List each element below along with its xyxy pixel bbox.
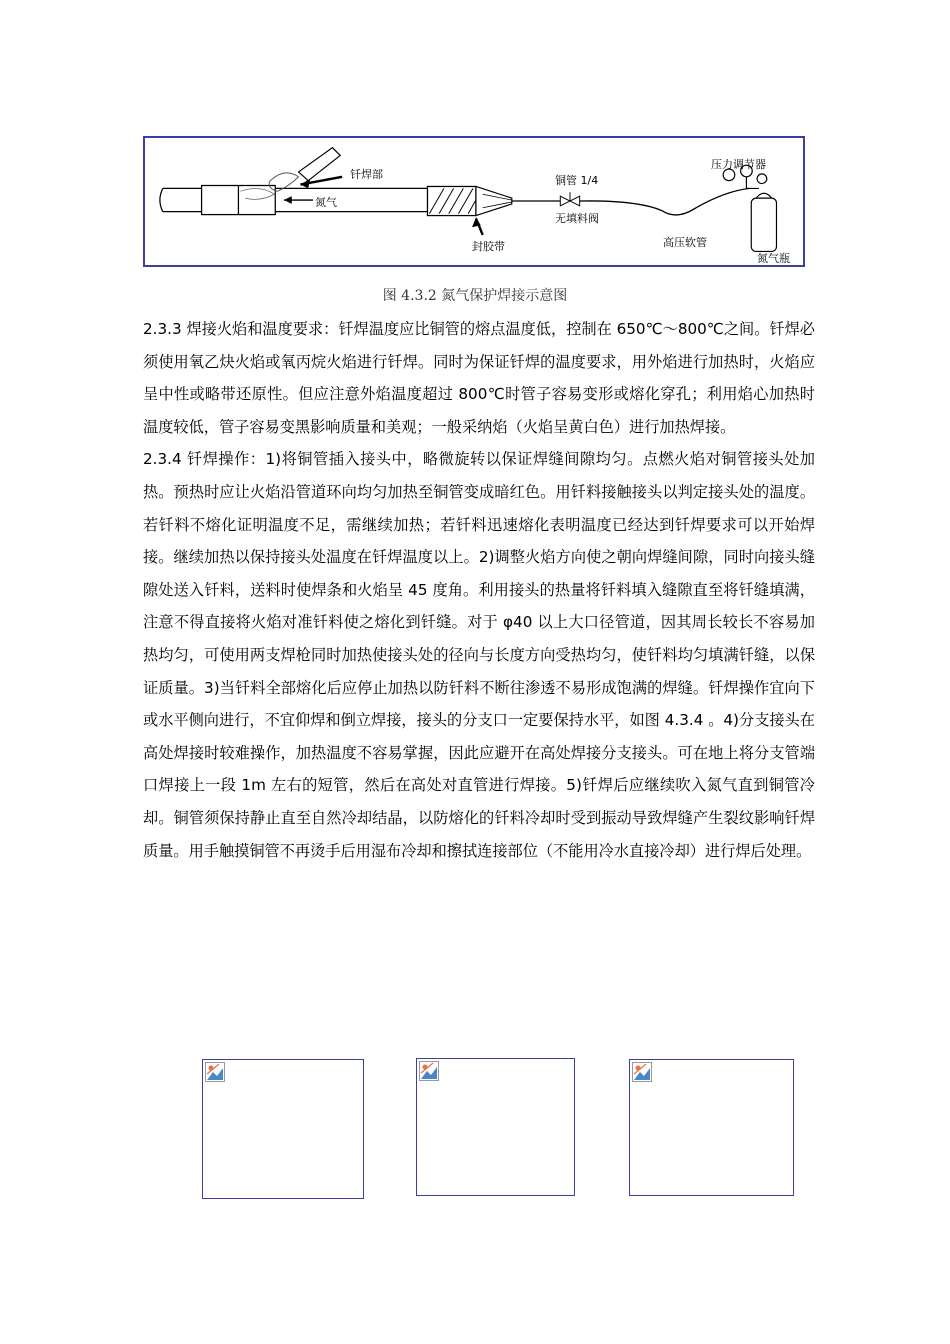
body-text xyxy=(143,313,815,867)
image-placeholder-3 xyxy=(629,1059,794,1196)
label-nitrogen-bottle: 氮气瓶 xyxy=(757,252,790,265)
label-brazing-part: 钎焊部 xyxy=(350,168,383,181)
image-placeholder-1 xyxy=(202,1059,364,1199)
paragraph-2-3-3: 2.3.3 焊接火焰和温度要求：钎焊温度应比铜管的熔点温度低，控制在 650℃～800℃之间。钎焊必须使用氧乙炔火焰或氧丙烷火焰进行钎焊。同时为保证钎焊的温度要求，用外焰进行加热时，火焰应呈中性或略带还原性。但应注意外焰温度超过 800℃时管子容易变形或熔化穿孔；利用焰心加热时温度较低，管子容易变黑影响质量和美观；一般采纳焰（火焰呈黄白色）进行加热焊接。 xyxy=(143,320,815,436)
nitrogen-protection-diagram xyxy=(143,136,805,267)
label-copper-pipe: 铜管 1/4 xyxy=(555,174,599,187)
label-sealing-tape: 封胶带 xyxy=(472,240,505,253)
label-pressure-regulator: 压力调节器 xyxy=(711,158,766,171)
broken-image-icon xyxy=(632,1062,652,1082)
label-no-filler-valve: 无填料阀 xyxy=(555,212,599,225)
label-high-pressure-hose: 高压软管 xyxy=(663,236,707,249)
broken-image-icon xyxy=(205,1062,225,1082)
paragraph-2-3-4: 2.3.4 钎焊操作：1)将铜管插入接头中，略微旋转以保证焊缝间隙均匀。点燃火焰对铜管接头处加热。预热时应让火焰沿管道环向均匀加热至铜管变成暗红色。用钎料接触接头以判定接头处的温度。若钎料不熔化证明温度不足，需继续加热；若钎料迅速熔化表明温度已经达到钎焊要求可以开始焊接。继续加热以保持接头处温度在钎焊温度以上。2)调整火焰方向使之朝向焊缝间隙，同时向接头缝隙处送入钎料，送料时使焊条和火焰呈 45 度角。利用接头的热量将钎料填入缝隙直至将钎缝填满，注意不得直接将火焰对准钎料使之熔化到钎缝。对于 φ40 以上大口径管道，因其周长较长不容易加热均匀，可使用两支焊枪同时加热使接头处的径向与长度方向受热均匀，使钎料均匀填满钎缝，以保证质量。3)当钎料全部熔化后应停止加热以防钎料不断往渗透不易形成饱满的焊缝。钎焊操作宜向下或水平侧向进行，不宜仰焊和倒立焊接，接头的分支口一定要保持水平，如图 4.3.4 。4)分支接头在高处焊接时较难操作，加热温度不容易掌握，因此应避开在高处焊接分支接头。可在地上将分支管端口焊接上一段 1m 左右的短管，然后在高处对直管进行焊接。5)钎焊后应继续吹入氮气直到铜管冷却。铜管须保持静止直至自然冷却结晶，以防熔化的钎料冷却时受到振动导致焊缝产生裂纹影响钎焊质量。用手触摸铜管不再烫手后用湿布冷却和擦拭连接部位（不能用冷水直接冷却）进行焊后处理。 xyxy=(143,450,815,860)
broken-image-icon xyxy=(419,1061,439,1081)
figure-caption: 图 4.3.2 氮气保护焊接示意图 xyxy=(382,288,568,304)
image-placeholder-2 xyxy=(416,1058,575,1196)
label-nitrogen: 氮气 xyxy=(315,196,337,209)
